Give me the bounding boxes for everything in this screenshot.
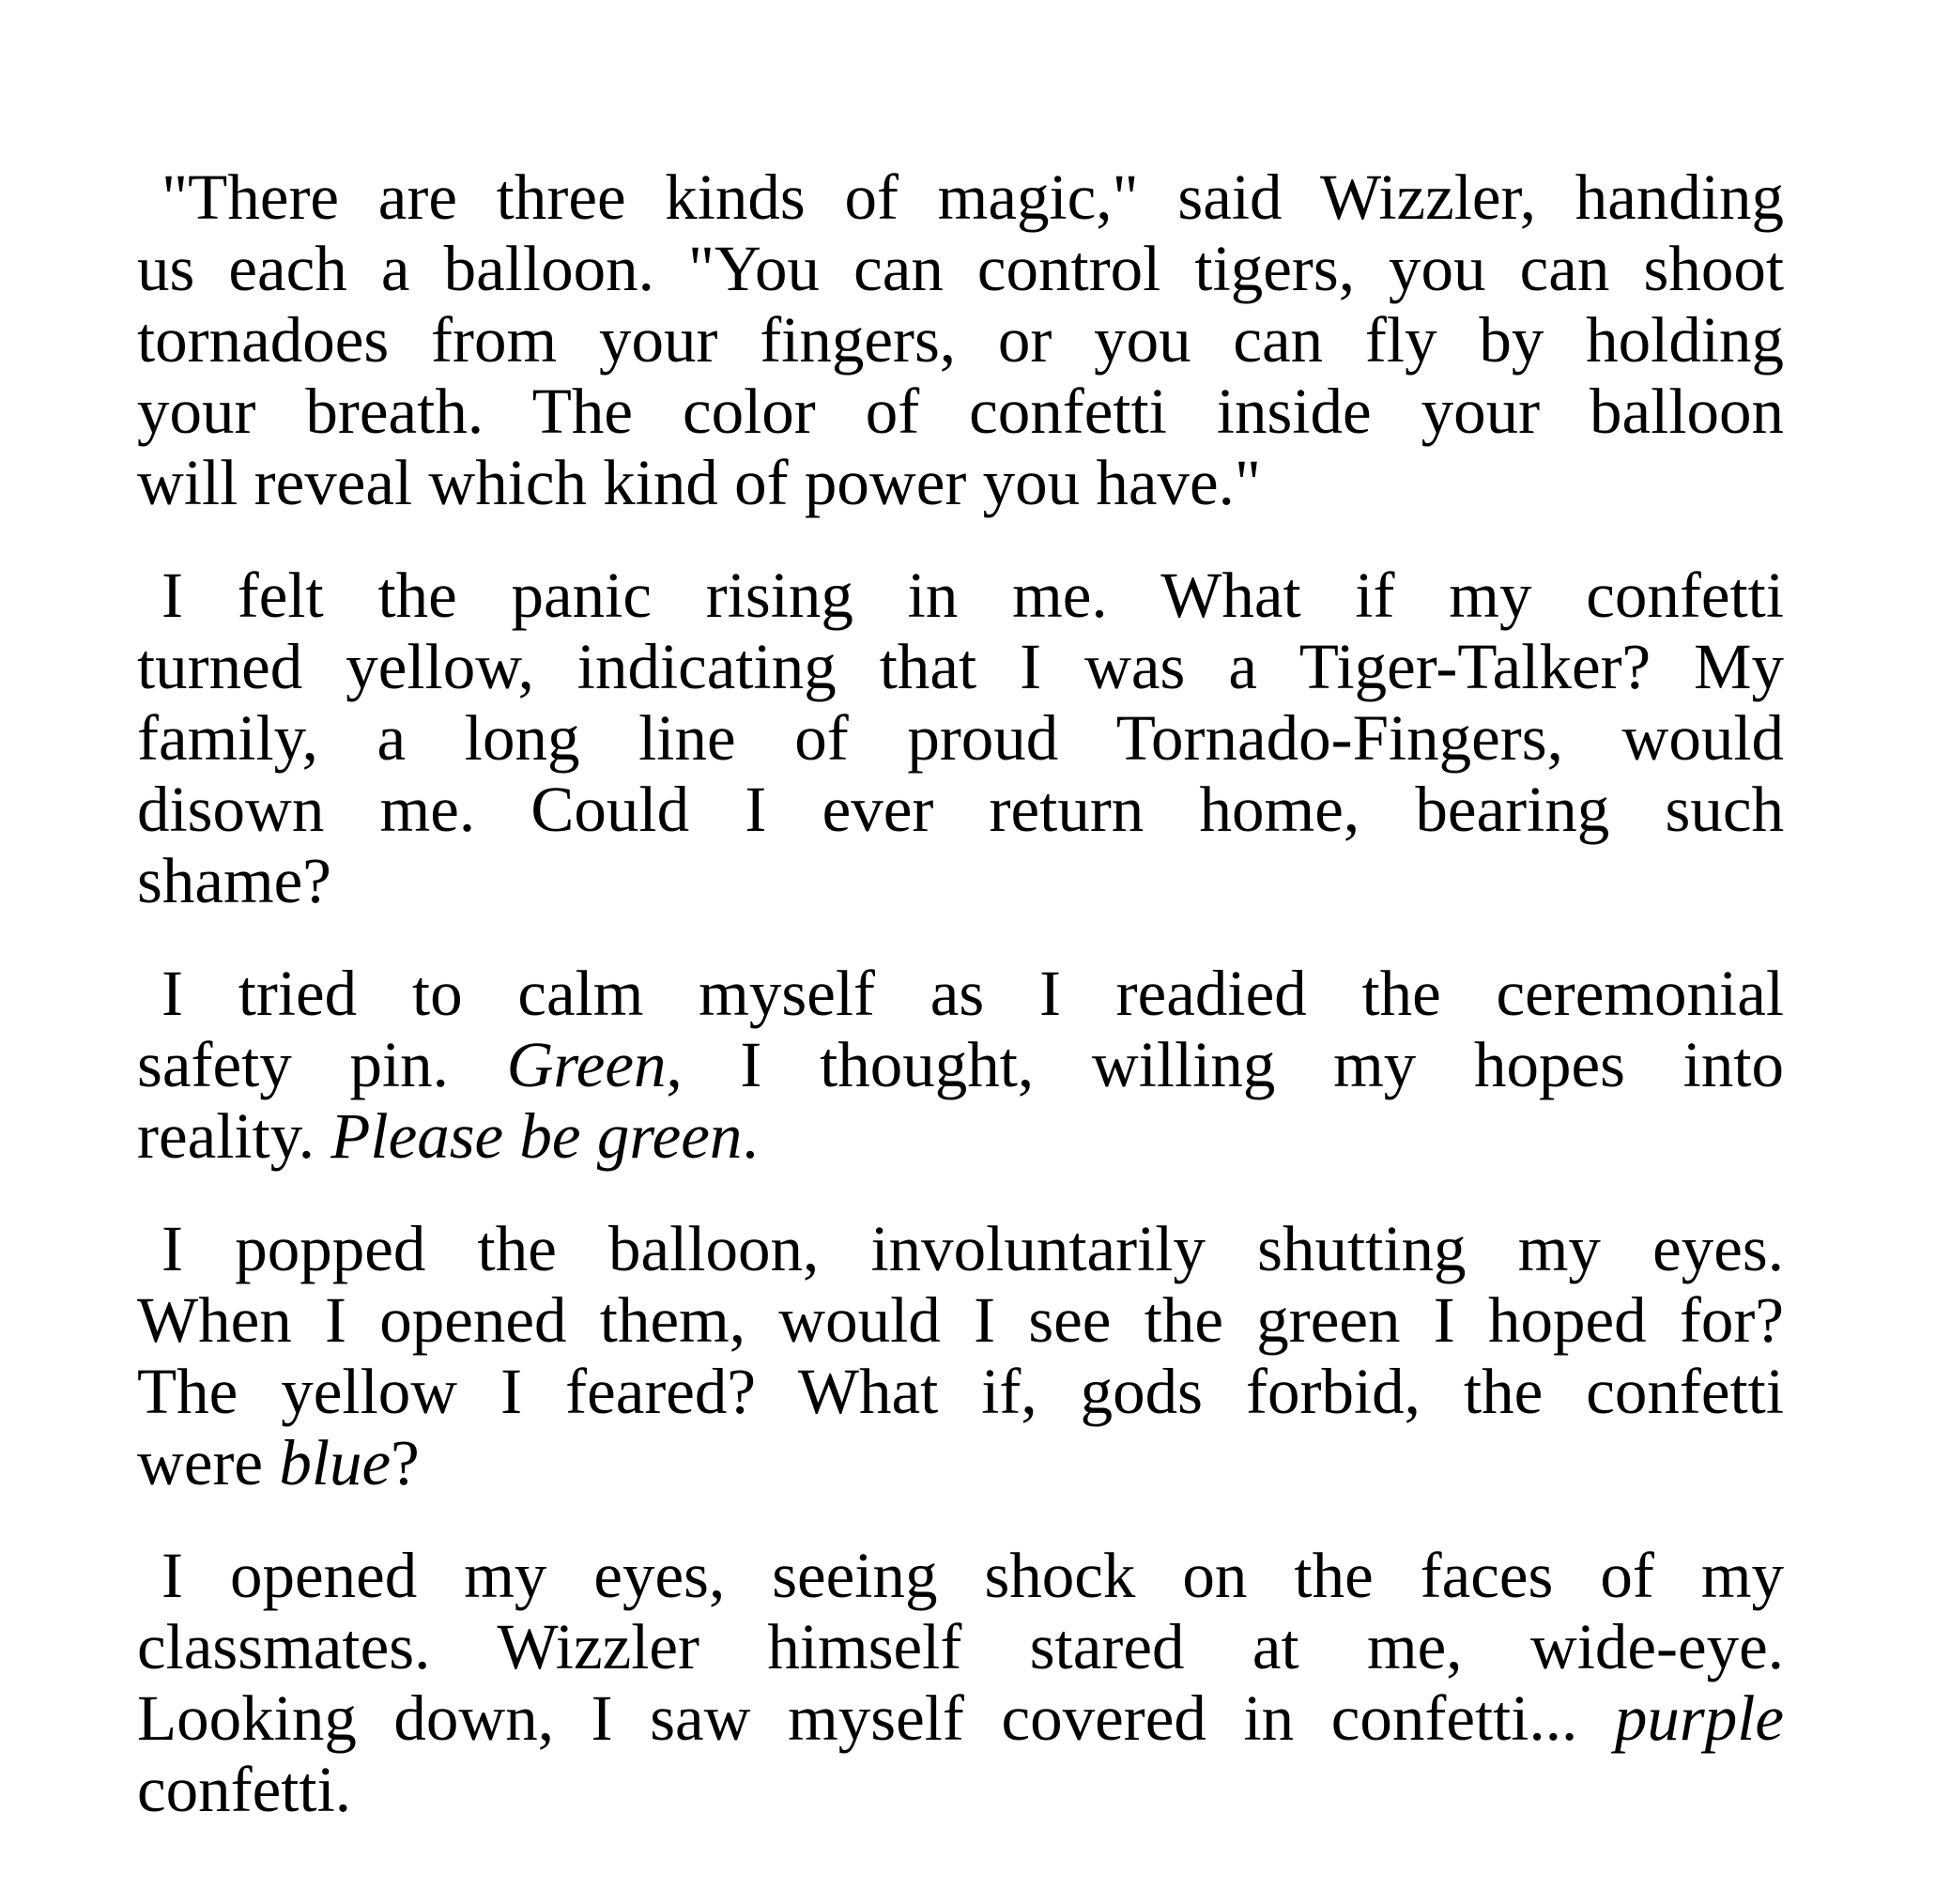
text: tornadoes from your fingers, or you can fly by holding (137, 304, 1784, 376)
text-line (137, 304, 1784, 376)
text: , I thought, willing my hopes into (666, 1029, 1784, 1100)
text-line (137, 845, 1784, 916)
italic-text: Green (506, 1029, 667, 1100)
text-line (137, 1682, 1784, 1754)
text: ? (391, 1427, 420, 1498)
text: The yellow I feared? What if, gods forbid, the confetti (137, 1356, 1784, 1427)
text: your breath. The color of confetti inside your balloon (137, 376, 1784, 447)
paragraph (137, 1540, 1784, 1825)
text: confetti. (137, 1754, 351, 1825)
text-line (137, 631, 1784, 702)
text-line (137, 1029, 1784, 1100)
text: When I opened them, would I see the green I hoped for? (137, 1284, 1784, 1356)
text-line (137, 774, 1784, 845)
text: were (137, 1427, 280, 1498)
text-line (137, 233, 1784, 304)
text-line (137, 1284, 1784, 1356)
paragraph (137, 560, 1784, 916)
text: family, a long line of proud Tornado-Fingers, would (137, 702, 1784, 774)
text-line (137, 1213, 1784, 1284)
text-line (137, 1356, 1784, 1427)
text: I felt the panic rising in me. What if my confetti (161, 560, 1784, 631)
text: classmates. Wizzler himself stared at me, wide-eye. (137, 1611, 1784, 1682)
text: Looking down, I saw myself covered in confetti... (137, 1682, 1615, 1754)
text-line (137, 1427, 1784, 1498)
text-line (137, 447, 1784, 518)
text-line (137, 560, 1784, 631)
text: I popped the balloon, involuntarily shutting my eyes. (161, 1213, 1784, 1284)
paragraph (137, 161, 1784, 518)
text: turned yellow, indicating that I was a Tiger-Talker? My (137, 631, 1784, 702)
text-line (137, 1100, 1784, 1172)
text-line (137, 376, 1784, 447)
italic-text: Please be green (330, 1100, 743, 1172)
paragraph (137, 1213, 1784, 1498)
text-line (137, 161, 1784, 233)
text: reality. (137, 1100, 331, 1172)
text-line (137, 958, 1784, 1029)
text: . (742, 1100, 759, 1172)
text: will reveal which kind of power you have." (137, 447, 1261, 518)
text: I opened my eyes, seeing shock on the faces of my (161, 1540, 1784, 1611)
text: safety pin. (137, 1029, 507, 1100)
text: disown me. Could I ever return home, bearing such (137, 774, 1784, 845)
text: "There are three kinds of magic," said Wizzler, handing (161, 161, 1784, 233)
text-line (137, 1540, 1784, 1611)
text-line (137, 1611, 1784, 1682)
text-line (137, 1754, 1784, 1825)
text-line (137, 702, 1784, 774)
text: I tried to calm myself as I readied the ceremonial (161, 958, 1784, 1029)
text: us each a balloon. "You can control tigers, you can shoot (137, 233, 1784, 304)
italic-text: purple (1614, 1682, 1784, 1754)
text: shame? (137, 845, 331, 916)
italic-text: blue (279, 1427, 392, 1498)
paragraph (137, 958, 1784, 1172)
